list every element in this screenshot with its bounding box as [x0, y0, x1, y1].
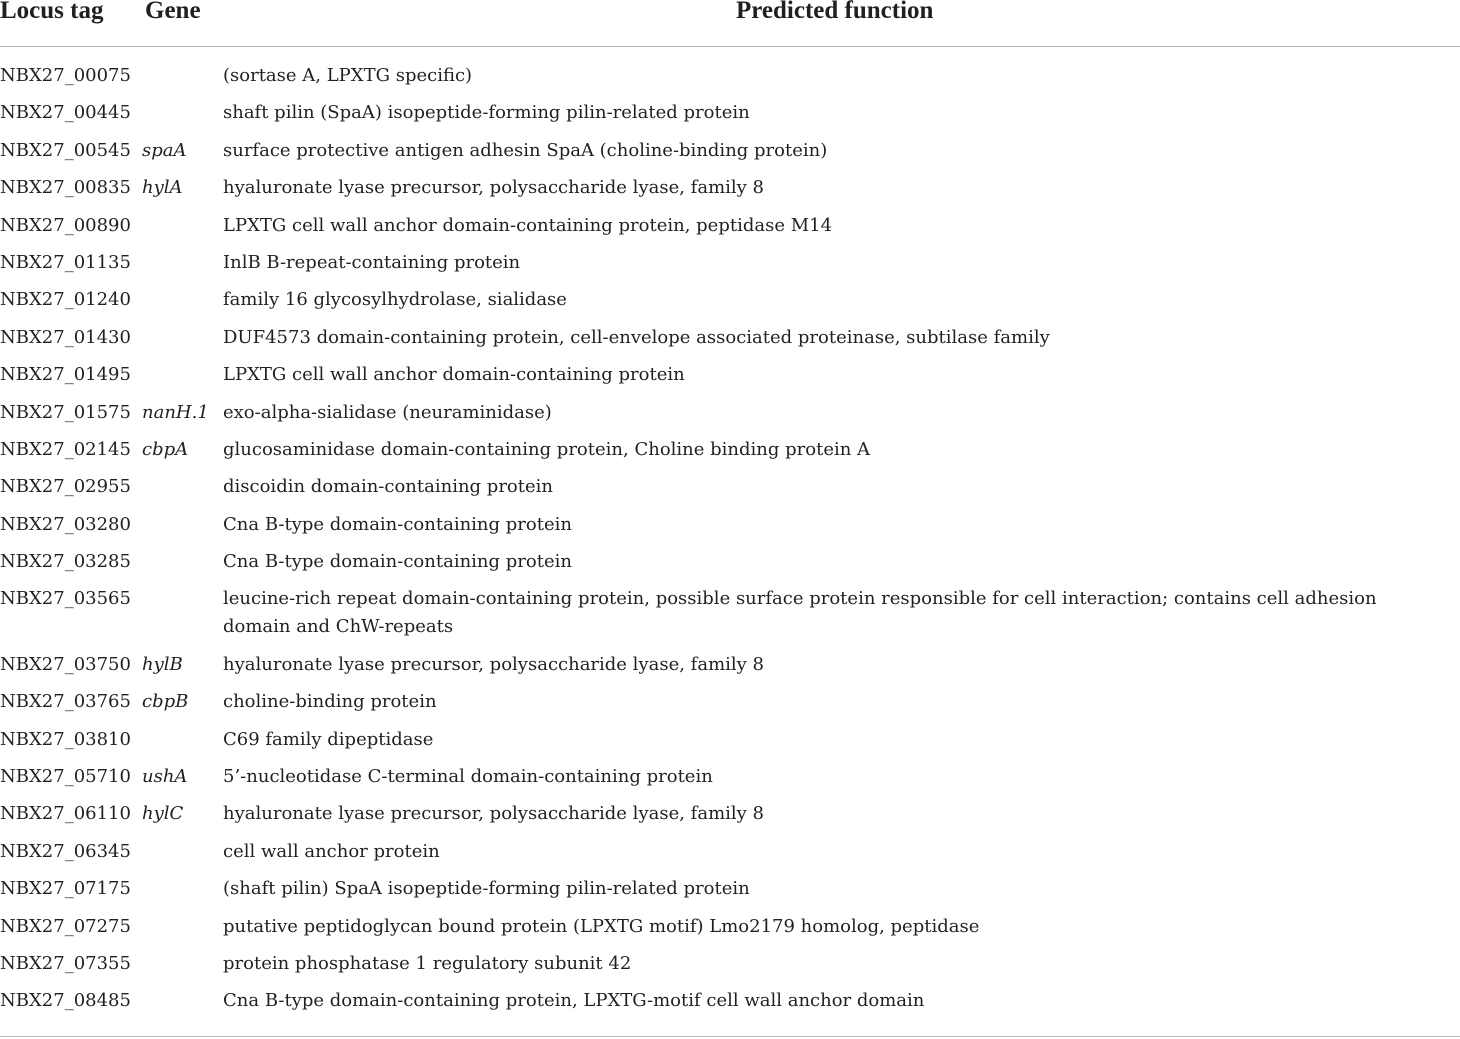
header-gene: Gene	[145, 0, 201, 24]
predicted-function-cell: shaft pilin (SpaA) isopeptide-forming pilin-related protein	[223, 102, 750, 124]
predicted-function-cell: family 16 glycosylhydrolase, sialidase	[223, 289, 567, 311]
locus-tag-cell: NBX27_06110	[0, 803, 131, 825]
locus-tag-cell: NBX27_03285	[0, 551, 131, 573]
gene-cell	[142, 361, 223, 389]
table-row	[0, 320, 1460, 357]
predicted-function-cell: InlB B-repeat-containing protein	[223, 251, 521, 273]
gene-cell: cbpA	[142, 438, 189, 460]
gene-cell	[142, 548, 223, 576]
predicted-function-cell: DUF4573 domain-containing protein, cell-envelope associated proteinase, subtilase family	[223, 326, 1050, 348]
locus-tag-cell: NBX27_03565	[0, 588, 131, 610]
gene-cell	[142, 511, 223, 539]
gene-cell: hylB	[142, 653, 183, 675]
table-row	[0, 95, 1460, 132]
locus-tag-cell: NBX27_01575	[0, 401, 131, 423]
table-row	[0, 722, 1460, 759]
gene-cell	[142, 726, 223, 754]
table-row	[0, 133, 1460, 170]
locus-tag-cell: NBX27_03280	[0, 513, 131, 535]
table-row	[0, 796, 1460, 833]
bottom-rule	[0, 1036, 1460, 1037]
gene-cell	[142, 950, 223, 978]
predicted-function-cell: 5’-nucleotidase C-terminal domain-containing protein	[223, 766, 713, 788]
table-row	[0, 684, 1460, 721]
table-header	[0, 0, 1460, 47]
predicted-function-cell: hyaluronate lyase precursor, polysaccharide lyase, family 8	[223, 803, 764, 825]
table-row	[0, 58, 1460, 95]
table-row	[0, 208, 1460, 245]
locus-tag-cell: NBX27_00545	[0, 139, 131, 161]
gene-cell: hylA	[142, 177, 183, 199]
predicted-function-cell: choline-binding protein	[223, 691, 437, 713]
header-locus-tag: Locus tag	[0, 0, 104, 24]
table-row	[0, 170, 1460, 207]
gene-cell	[142, 987, 223, 1015]
locus-tag-cell: NBX27_01240	[0, 289, 131, 311]
predicted-function-cell: leucine-rich repeat domain-containing protein, possible surface protein responsible for cell interaction; contains cell adhesion domain and ChW-repeats	[223, 588, 1377, 638]
predicted-function-cell: Cna B-type domain-containing protein	[223, 513, 572, 535]
header-predicted-function: Predicted function	[736, 0, 934, 24]
table-row	[0, 544, 1460, 581]
table-row	[0, 909, 1460, 946]
gene-cell: cbpB	[142, 691, 189, 713]
locus-tag-cell: NBX27_00075	[0, 65, 131, 86]
table-row	[0, 871, 1460, 908]
locus-tag-cell: NBX27_03750	[0, 653, 131, 675]
locus-tag-cell: NBX27_06345	[0, 840, 131, 862]
locus-tag-cell: NBX27_02955	[0, 476, 131, 498]
predicted-function-cell: cell wall anchor protein	[223, 840, 440, 862]
gene-cell	[142, 838, 223, 866]
predicted-function-cell: LPXTG cell wall anchor domain-containing protein, peptidase M14	[223, 214, 833, 236]
table-body	[0, 47, 1460, 1021]
table-row	[0, 395, 1460, 432]
gene-cell	[142, 875, 223, 903]
gene-cell	[142, 585, 223, 641]
predicted-function-cell: discoidin domain-containing protein	[223, 476, 553, 498]
predicted-function-cell: Cna B-type domain-containing protein	[223, 551, 572, 573]
predicted-function-cell: LPXTG cell wall anchor domain-containing protein	[223, 364, 685, 386]
gene-cell: ushA	[142, 766, 188, 788]
predicted-function-cell: Cna B-type domain-containing protein, LPXTG-motif cell wall anchor domain	[223, 990, 925, 1012]
gene-cell	[142, 99, 223, 127]
locus-tag-cell: NBX27_01430	[0, 326, 131, 348]
locus-tag-cell: NBX27_00835	[0, 177, 131, 199]
gene-cell: spaA	[142, 139, 187, 161]
locus-tag-cell: NBX27_07175	[0, 878, 131, 900]
predicted-function-cell: surface protective antigen adhesin SpaA (choline-binding protein)	[223, 139, 828, 161]
locus-tag-cell: NBX27_08485	[0, 990, 131, 1012]
predicted-function-cell: protein phosphatase 1 regulatory subunit 42	[223, 952, 632, 974]
locus-tag-cell: NBX27_00890	[0, 214, 131, 236]
locus-tag-cell: NBX27_00445	[0, 102, 131, 124]
predicted-function-cell: exo-alpha-sialidase (neuraminidase)	[223, 401, 552, 423]
table-row	[0, 946, 1460, 983]
locus-tag-cell: NBX27_07275	[0, 915, 131, 937]
table-row	[0, 507, 1460, 544]
predicted-function-cell: glucosaminidase domain-containing protein, Choline binding protein A	[223, 438, 871, 460]
locus-tag-cell: NBX27_05710	[0, 766, 131, 788]
gene-cell: hylC	[142, 803, 184, 825]
locus-tag-cell: NBX27_03810	[0, 728, 131, 750]
predicted-function-cell: hyaluronate lyase precursor, polysaccharide lyase, family 8	[223, 177, 764, 199]
predicted-function-cell: (sortase A, LPXTG specific)	[223, 65, 473, 86]
table-row	[0, 983, 1460, 1020]
gene-cell	[142, 324, 223, 352]
gene-cell	[142, 249, 223, 277]
locus-tag-cell: NBX27_01135	[0, 251, 131, 273]
predicted-function-cell: (shaft pilin) SpaA isopeptide-forming pilin-related protein	[223, 878, 750, 900]
gene-cell	[142, 212, 223, 240]
locus-tag-cell: NBX27_01495	[0, 364, 131, 386]
table-row	[0, 245, 1460, 282]
gene-cell	[142, 913, 223, 941]
table-row	[0, 282, 1460, 319]
gene-cell	[142, 286, 223, 314]
locus-tag-cell: NBX27_03765	[0, 691, 131, 713]
predicted-function-cell: putative peptidoglycan bound protein (LPXTG motif) Lmo2179 homolog, peptidase	[223, 915, 980, 937]
gene-cell	[142, 62, 223, 90]
locus-tag-cell: NBX27_02145	[0, 438, 131, 460]
table-row	[0, 581, 1460, 646]
gene-cell: nanH.1	[142, 401, 209, 423]
table-row	[0, 759, 1460, 796]
locus-tag-cell: NBX27_07355	[0, 952, 131, 974]
table-row	[0, 469, 1460, 506]
predicted-function-cell: C69 family dipeptidase	[223, 728, 434, 750]
table-row	[0, 834, 1460, 871]
predicted-function-cell: hyaluronate lyase precursor, polysaccharide lyase, family 8	[223, 653, 764, 675]
table-row	[0, 432, 1460, 469]
table-row	[0, 357, 1460, 394]
table-row	[0, 647, 1460, 684]
gene-cell	[142, 473, 223, 501]
